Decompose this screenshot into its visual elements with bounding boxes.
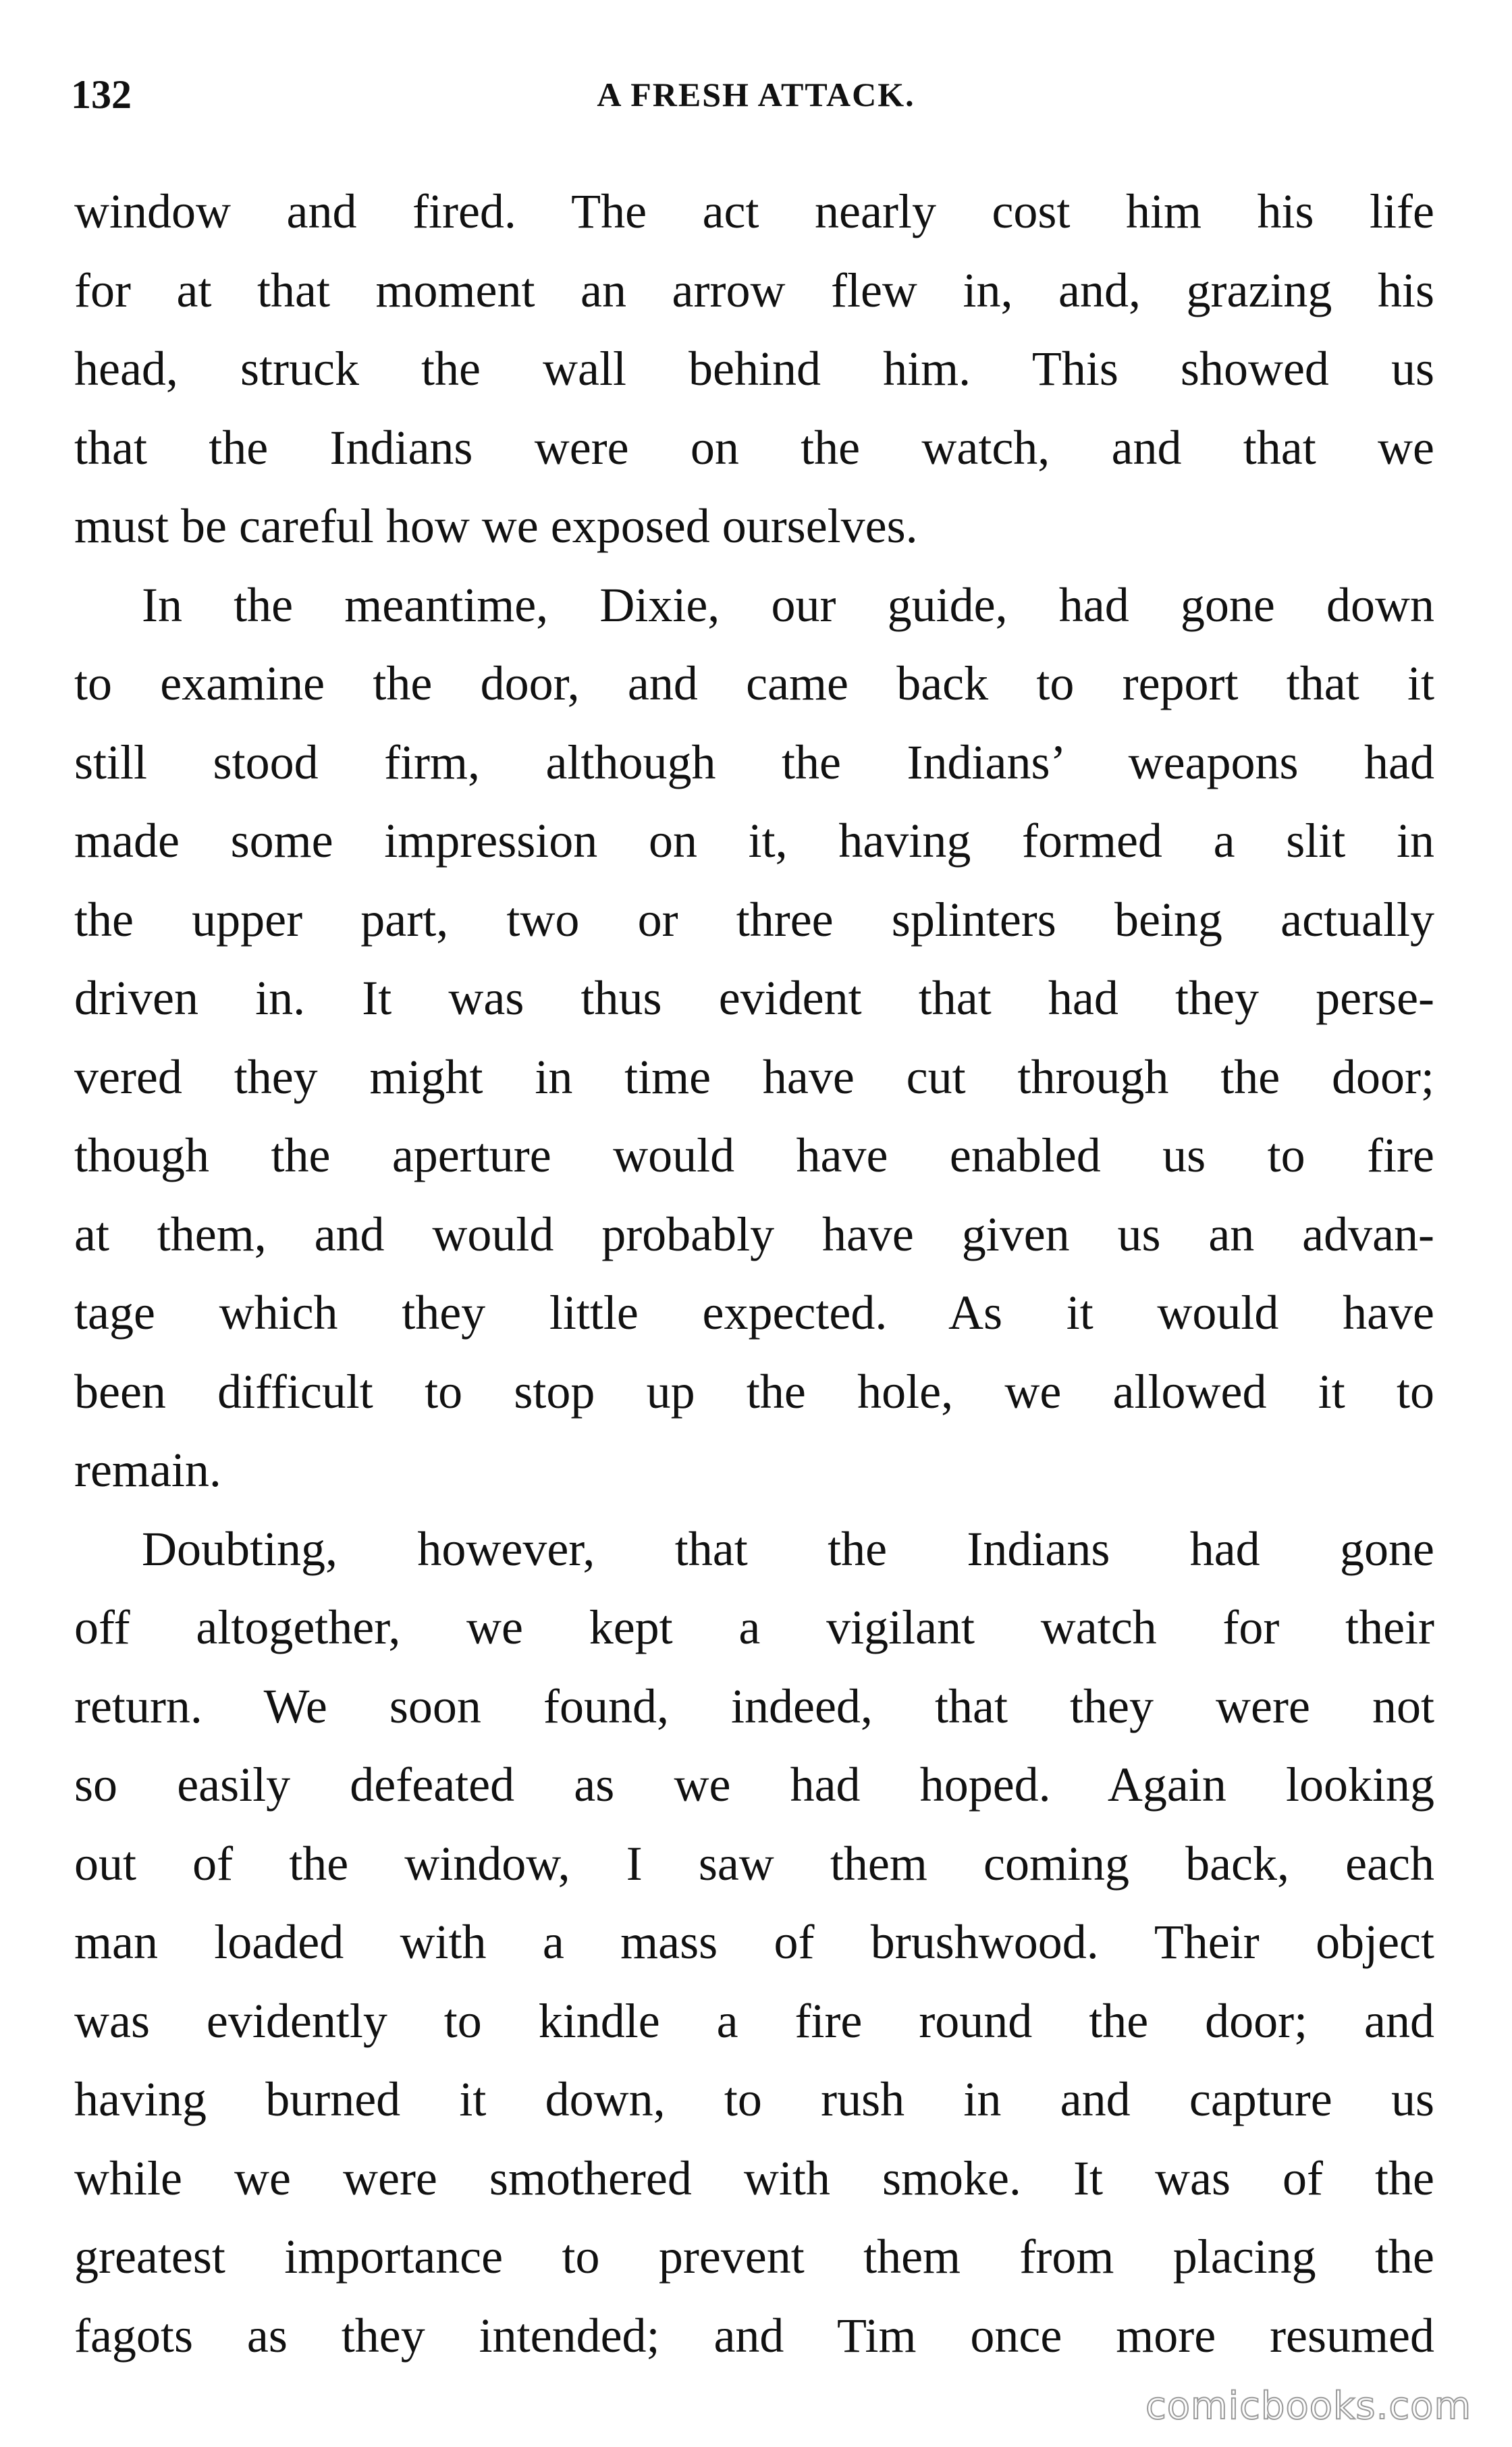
text-line: at them, and would probably have given us an advan- bbox=[74, 1207, 1434, 1261]
text-line: the upper part, two or three splinters being actually bbox=[74, 892, 1434, 947]
text-line: still stood firm, although the Indians’ weapons had bbox=[74, 735, 1434, 789]
text-line: man loaded with a mass of brushwood. Their object bbox=[74, 1915, 1434, 1969]
text-line: though the aperture would have enabled us to fire bbox=[74, 1128, 1434, 1182]
paragraph-3 bbox=[74, 1510, 1434, 2375]
text-line: In the meantime, Dixie, our guide, had gone down bbox=[142, 577, 1434, 632]
text-line: to examine the door, and came back to report that it bbox=[74, 656, 1434, 710]
text-line: was evidently to kindle a fire round the door; and bbox=[74, 1993, 1434, 2048]
text-line: that the Indians were on the watch, and that we bbox=[74, 420, 1434, 475]
text-line: greatest importance to prevent them from placing the bbox=[74, 2230, 1434, 2284]
text-line: out of the window, I saw them coming back, each bbox=[74, 1836, 1434, 1891]
watermark: comicbooks.com bbox=[1145, 2384, 1472, 2428]
running-head bbox=[71, 64, 1441, 125]
text-line: must be careful how we exposed ourselves. bbox=[74, 499, 918, 553]
body-text bbox=[74, 172, 1434, 2375]
text-line: Doubting, however, that the Indians had gone bbox=[142, 1521, 1434, 1576]
text-line: been difficult to stop up the hole, we allowed it to bbox=[74, 1364, 1434, 1419]
text-line: driven in. It was thus evident that had they perse- bbox=[74, 971, 1434, 1025]
text-line: while we were smothered with smoke. It was of the bbox=[74, 2151, 1434, 2205]
text-line: fagots as they intended; and Tim once more resumed bbox=[74, 2308, 1434, 2363]
paragraph-1 bbox=[74, 172, 1434, 566]
text-line: return. We soon found, indeed, that they were not bbox=[74, 1679, 1434, 1733]
text-line: having burned it down, to rush in and capture us bbox=[74, 2072, 1434, 2126]
text-line: remain. bbox=[74, 1443, 221, 1497]
text-line: for at that moment an arrow flew in, and, grazing his bbox=[74, 263, 1434, 317]
text-line: made some impression on it, having formed a slit in bbox=[74, 814, 1434, 868]
page-number: 132 bbox=[71, 72, 132, 117]
text-line: off altogether, we kept a vigilant watch for their bbox=[74, 1600, 1434, 1654]
text-line: so easily defeated as we had hoped. Again looking bbox=[74, 1758, 1434, 1812]
text-line: vered they might in time have cut through the door; bbox=[74, 1049, 1434, 1104]
text-line: head, struck the wall behind him. This showed us bbox=[74, 342, 1434, 396]
text-line: tage which they little expected. As it would have bbox=[74, 1286, 1434, 1340]
chapter-title: A FRESH ATTACK. bbox=[597, 76, 915, 113]
paragraph-2 bbox=[74, 566, 1434, 1510]
text-line: window and fired. The act nearly cost him his life bbox=[74, 184, 1434, 238]
